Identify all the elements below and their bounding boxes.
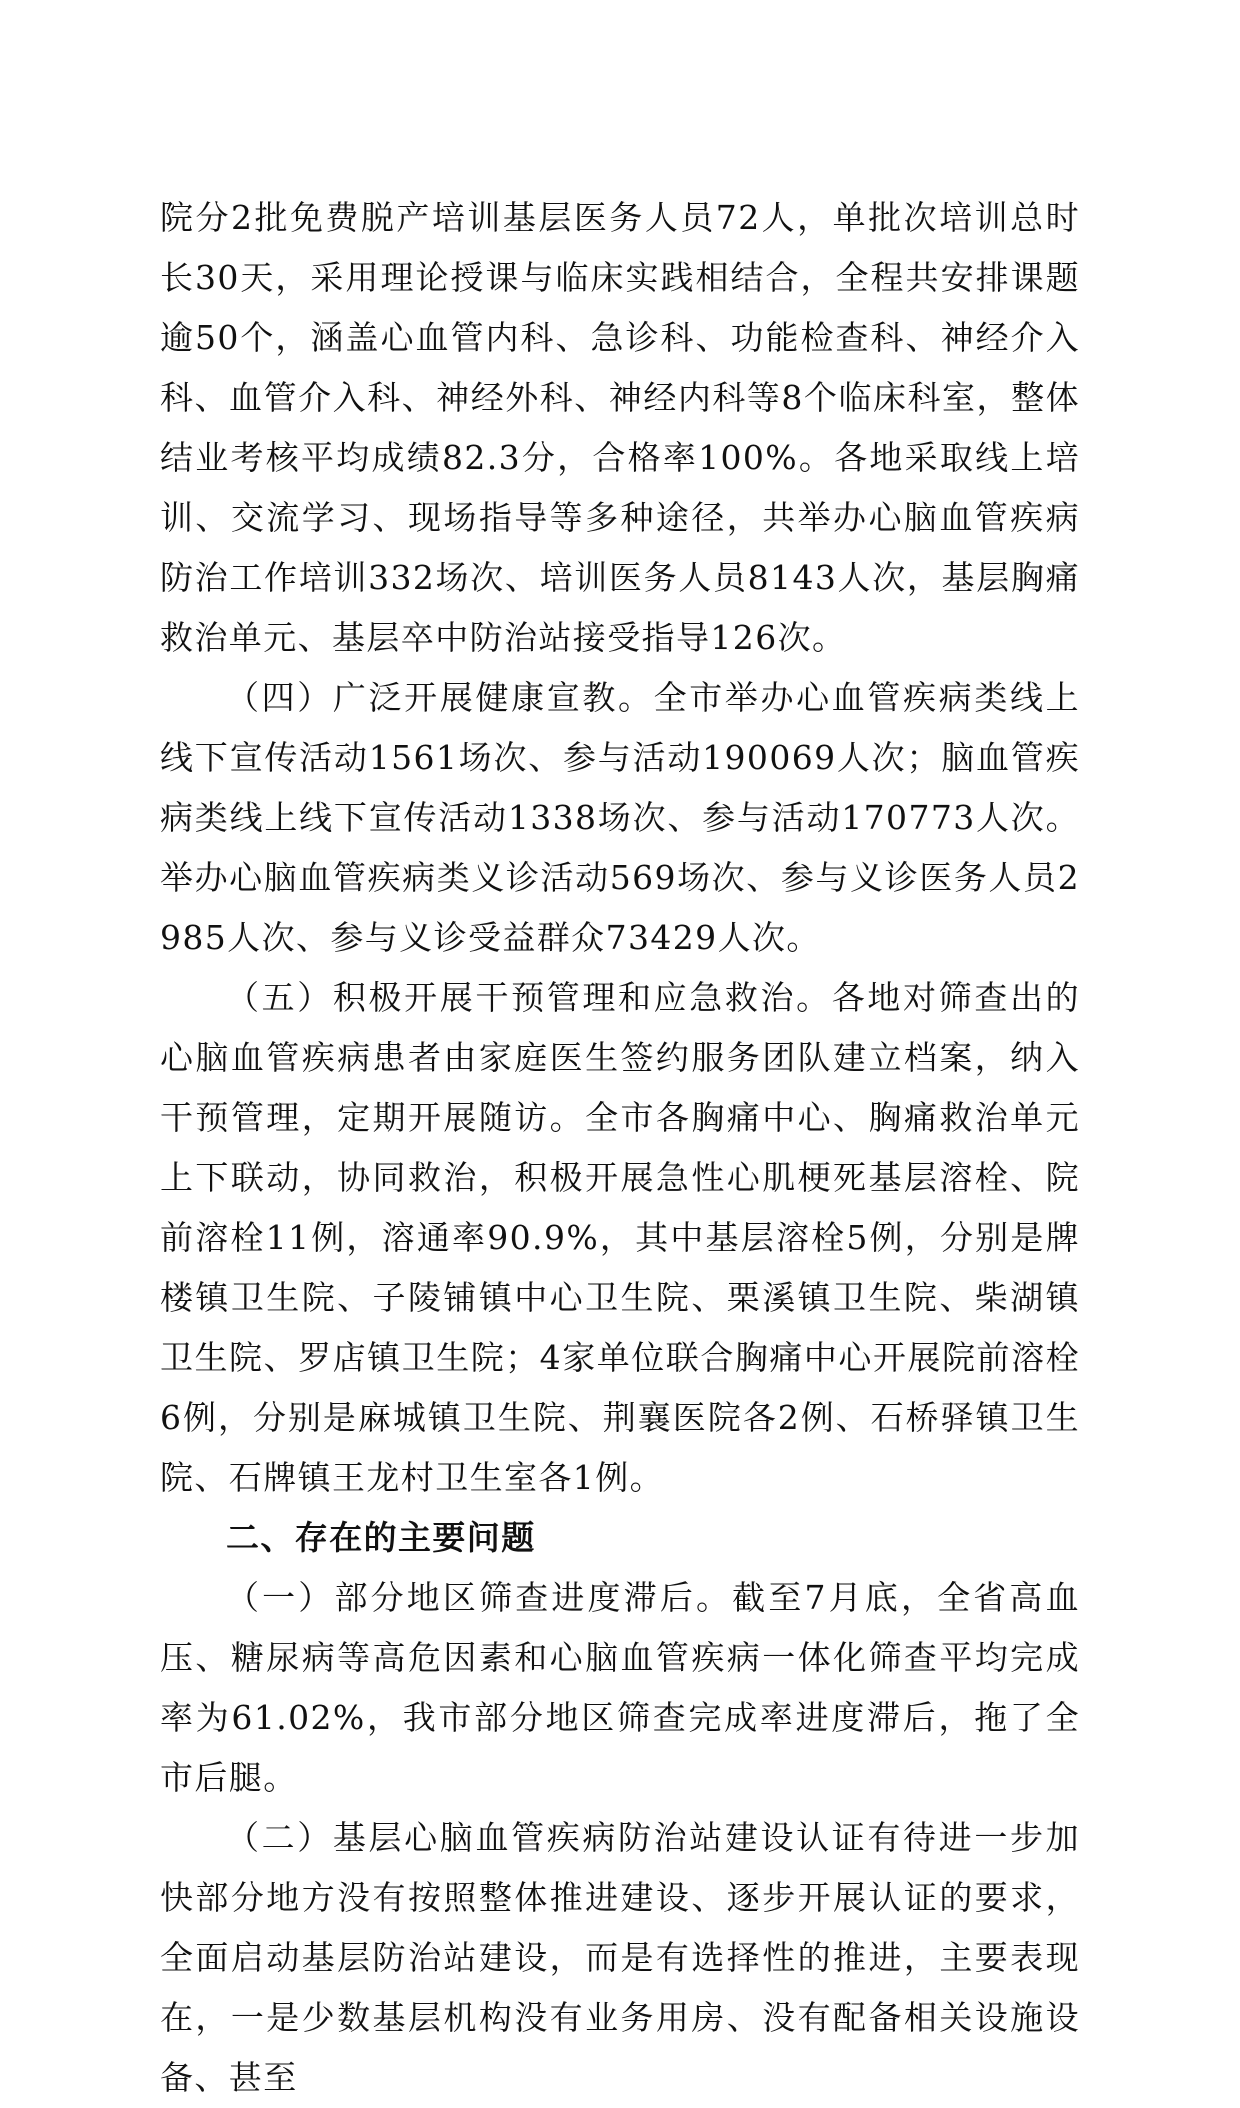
section-heading-main-problems: 二、存在的主要问题 xyxy=(226,1518,536,1557)
paragraph-screening-lag: （一）部分地区筛查进度滞后。截至7月底，全省高血压、糖尿病等高危因素和心脑血管疾病一体化筛查平均完成率为61.02%，我市部分地区筛查完成率进度滞后，拖了全市后腿。 xyxy=(160,1578,1080,1797)
paragraph-station-certification: （二）基层心脑血管疾病防治站建设认证有待进一步加快部分地方没有按照整体推进建设、逐步开展认证的要求，全面启动基层防治站建设，而是有选择性的推进，主要表现在，一是少数基层机构没有业务用房、没有配备相关设施设备、甚至 xyxy=(160,1818,1080,2097)
paragraph-health-education: （四）广泛开展健康宣教。全市举办心血管疾病类线上线下宣传活动1561场次、参与活动190069人次；脑血管疾病类线上线下宣传活动1338场次、参与活动170773人次。举办心脑血管疾病类义诊活动569场次、参与义诊医务人员2985人次、参与义诊受益群众73429人次。 xyxy=(160,678,1080,957)
paragraph-training-continued: 院分2批免费脱产培训基层医务人员72人，单批次培训总时长30天，采用理论授课与临床实践相结合，全程共安排课题逾50个，涵盖心血管内科、急诊科、功能检查科、神经介入科、血管介入科、神经外科、神经内科等8个临床科室，整体结业考核平均成绩82.3分，合格率100%。各地采取线上培训、交流学习、现场指导等多种途径，共举办心脑血管疾病防治工作培训332场次、培训医务人员8143人次，基层胸痛救治单元、基层卒中防治站接受指导126次。 xyxy=(160,198,1080,657)
paragraph-intervention-emergency: （五）积极开展干预管理和应急救治。各地对筛查出的心脑血管疾病患者由家庭医生签约服务团队建立档案，纳入干预管理，定期开展随访。全市各胸痛中心、胸痛救治单元上下联动，协同救治，积极开展急性心肌梗死基层溶栓、院前溶栓11例，溶通率90.9%，其中基层溶栓5例，分别是牌楼镇卫生院、子陵铺镇中心卫生院、栗溪镇卫生院、柴湖镇卫生院、罗店镇卫生院；4家单位联合胸痛中心开展院前溶栓6例，分别是麻城镇卫生院、荆襄医院各2例、石桥驿镇卫生院、石牌镇王龙村卫生室各1例。 xyxy=(160,978,1080,1497)
document-body xyxy=(160,188,1080,2108)
